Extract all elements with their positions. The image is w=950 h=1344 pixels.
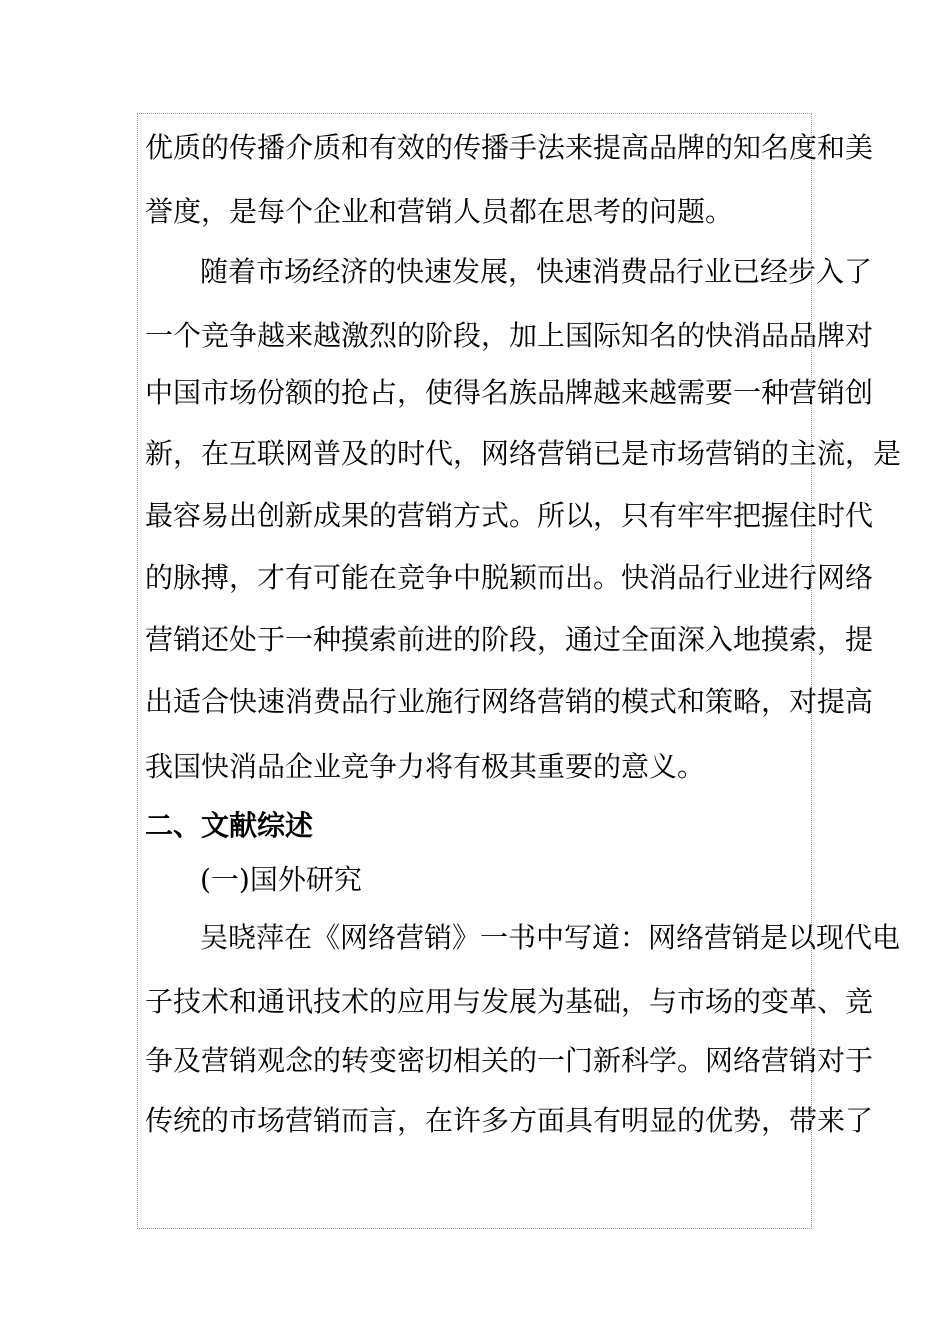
text-line: 最容易出创新成果的营销方式。所以，只有牢牢把握住时代 [145,499,874,532]
paragraph-start-line: 随着市场经济的快速发展，快速消费品行业已经步入了 [200,255,873,288]
text-line: 传统的市场营销而言，在许多方面具有明显的优势，带来了 [145,1104,874,1137]
paragraph-start-line: 吴晓萍在《网络营销》一书中写道：网络营销是以现代电 [200,921,901,954]
text-line: 中国市场份额的抢占，使得名族品牌越来越需要一种营销创 [145,376,874,409]
text-line: 争及营销观念的转变密切相关的一门新科学。网络营销对于 [145,1044,874,1077]
text-line: 子技术和通讯技术的应用与发展为基础，与市场的变革、竞 [145,985,874,1018]
text-line: 一个竞争越来越激烈的阶段，加上国际知名的快消品品牌对 [145,319,874,352]
subsection-heading: (一)国外研究 [200,863,362,896]
text-line: 营销还处于一种摸索前进的阶段，通过全面深入地摸索，提 [145,623,874,656]
text-line: 出适合快速消费品行业施行网络营销的模式和策略，对提高 [145,685,874,718]
text-line: 誉度，是每个企业和营销人员都在思考的问题。 [145,195,734,228]
text-line: 我国快消品企业竞争力将有极其重要的意义。 [145,750,706,783]
text-line: 新，在互联网普及的时代，网络营销已是市场营销的主流，是 [145,437,902,470]
text-line: 优质的传播介质和有效的传播手法来提高品牌的知名度和美 [145,131,874,164]
section-heading: 二、文献综述 [145,809,314,842]
text-line: 的脉搏，才有可能在竞争中脱颖而出。快消品行业进行网络 [145,561,874,594]
